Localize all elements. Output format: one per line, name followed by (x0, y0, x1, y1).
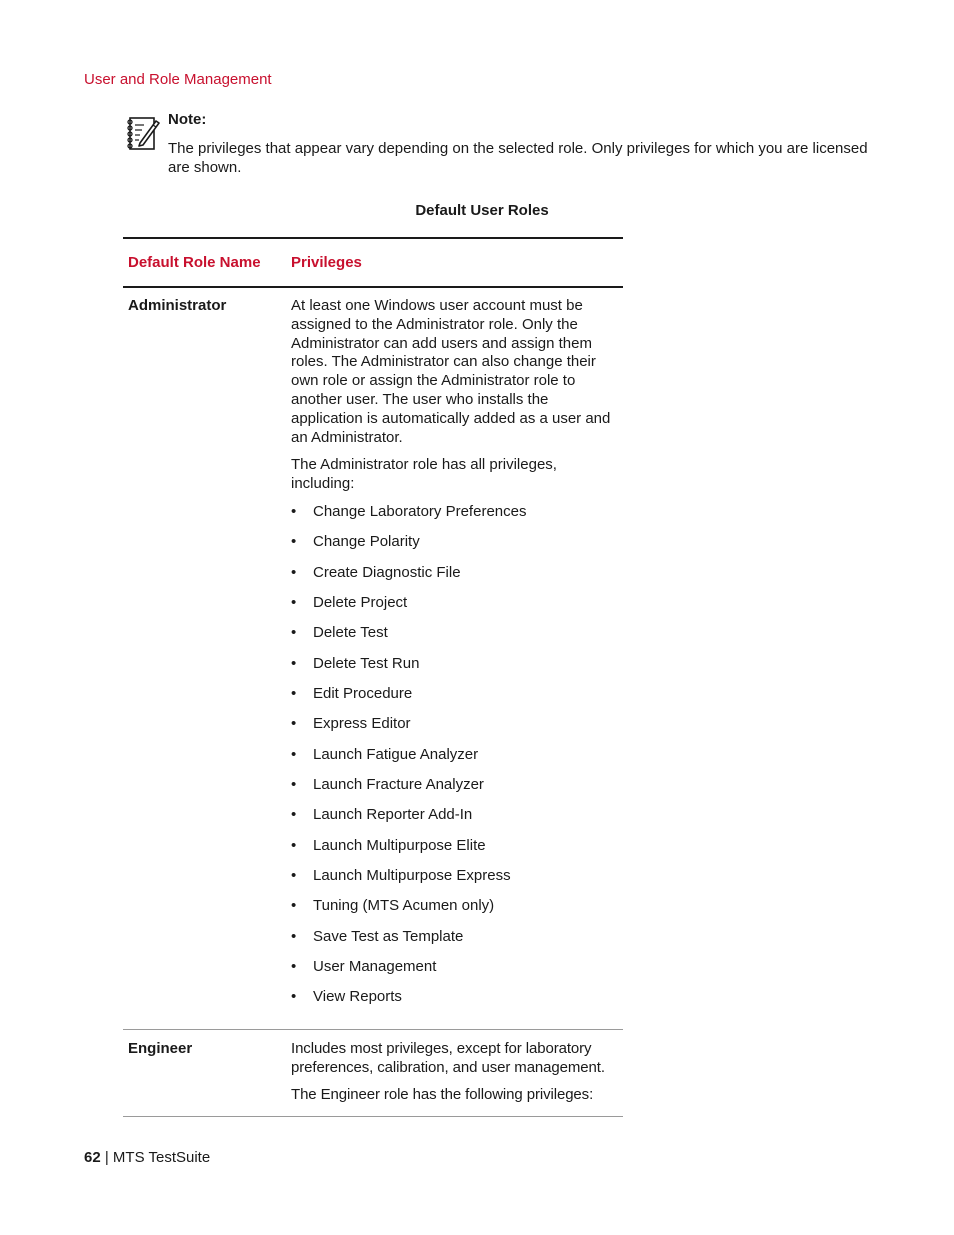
role-name-engineer: Engineer (128, 1039, 193, 1057)
header-privileges: Privileges (291, 254, 362, 271)
bullet: • (291, 624, 297, 642)
privilege-label: Delete Test Run (313, 654, 420, 672)
header-role-name: Default Role Name (128, 254, 261, 271)
table-row-engineer (123, 1030, 623, 1116)
bullet: • (291, 594, 297, 611)
privilege-label: Create Diagnostic File (313, 563, 461, 581)
bullet: • (291, 867, 297, 885)
list-item (291, 746, 619, 776)
privilege-label: Tuning (MTS Acumen only) (313, 897, 495, 915)
privilege-label: Change Polarity (313, 533, 420, 551)
privilege-label: Delete Project (313, 594, 408, 611)
running-head: User and Role Management (84, 71, 272, 88)
list-item (291, 867, 619, 897)
privilege-label: Launch Multipurpose Express (313, 867, 511, 885)
privilege-label: Change Laboratory Preferences (313, 502, 527, 520)
privilege-label: User Management (313, 958, 437, 976)
privilege-label: Launch Fatigue Analyzer (313, 745, 479, 763)
notepad-pencil-icon (122, 113, 162, 153)
bullet: • (291, 715, 297, 733)
bullet: • (291, 563, 297, 581)
list-item (291, 928, 619, 958)
privilege-label: Launch Reporter Add-In (313, 806, 473, 824)
bullet: • (291, 533, 297, 551)
page-number: 62 (84, 1149, 101, 1166)
bullet: • (291, 776, 297, 794)
page-footer (84, 1149, 210, 1166)
list-item (291, 624, 619, 654)
bullet: • (291, 958, 297, 976)
list-item (291, 655, 619, 685)
list-item (291, 806, 619, 836)
list-item (291, 533, 619, 563)
privilege-label: Save Test as Template (313, 927, 464, 945)
note-label: Note: (168, 111, 207, 128)
list-item (291, 564, 619, 594)
table-title: Default User Roles (415, 202, 549, 219)
note-text: The privileges that appear vary depending on the selected role. Only privileges for which you are licensed are shown. (168, 140, 868, 176)
bullet: • (291, 745, 297, 763)
roles-table (123, 237, 623, 1117)
list-item (291, 897, 619, 927)
bullet: • (291, 502, 297, 520)
privilege-label: Launch Fracture Analyzer (313, 776, 484, 794)
list-item (291, 958, 619, 988)
table-row-administrator (123, 288, 623, 1029)
bullet: • (291, 836, 297, 854)
administrator-description: At least one Windows user account must be assigned to the Administrator role. Only the Administrator can add users and assign them roles. The Administrator can also change their own role or assign the Administrator role to another user. The user who installs the application is automatically added as a user and an Administrator. (291, 297, 611, 446)
list-item (291, 685, 619, 715)
privilege-label: View Reports (313, 988, 402, 1006)
footer-separator: | (100, 1149, 113, 1166)
table-bottom-rule (123, 1116, 623, 1117)
list-item (291, 594, 619, 624)
privileges-cell-engineer (291, 1040, 623, 1105)
table-header-row (123, 239, 623, 286)
bullet: • (291, 806, 297, 824)
list-item (291, 988, 619, 1018)
list-item (291, 503, 619, 533)
list-item (291, 837, 619, 867)
engineer-privileges-intro: The Engineer role has the following privileges: (291, 1086, 594, 1104)
privileges-cell-administrator (291, 297, 623, 1019)
bullet: • (291, 988, 297, 1006)
list-item (291, 776, 619, 806)
administrator-privilege-list (291, 503, 619, 1019)
bullet: • (291, 927, 297, 945)
list-item (291, 715, 619, 745)
engineer-description: Includes most privileges, except for laboratory preferences, calibration, and user management. (291, 1039, 605, 1076)
footer-product: MTS TestSuite (112, 1149, 211, 1166)
bullet: • (291, 897, 297, 915)
bullet: • (291, 654, 297, 672)
bullet: • (291, 685, 297, 703)
privilege-label: Delete Test (313, 624, 388, 642)
privilege-label: Launch Multipurpose Elite (313, 836, 486, 854)
role-name-administrator: Administrator (128, 297, 227, 314)
privilege-label: Express Editor (313, 715, 411, 733)
administrator-privileges-intro: The Administrator role has all privileges, including: (291, 456, 557, 493)
privilege-label: Edit Procedure (313, 685, 413, 703)
